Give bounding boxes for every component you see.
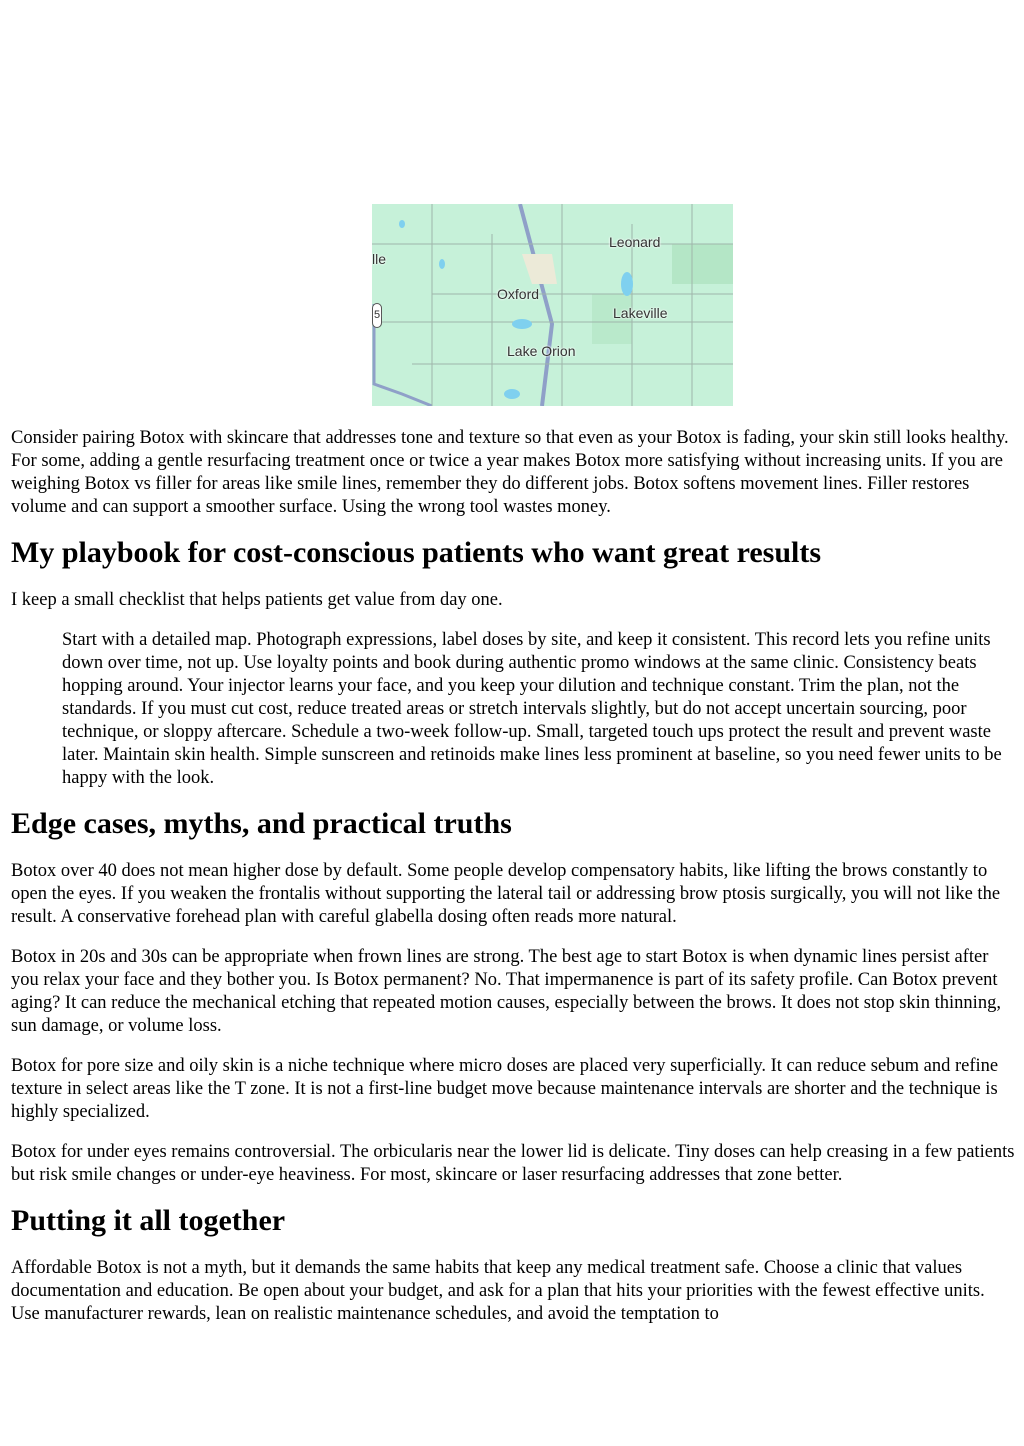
map-label-oxford: Oxford [497,286,540,302]
map-highway-shield: 5 [372,303,382,328]
paragraph: Affordable Botox is not a myth, but it demands the same habits that keep any medical treatment safe. Choose a clinic that values documentation and education. Be open about your budget, and ask for a plan that hits your priorities with the fewest effective units. Use manufacturer rewards, lean on realistic maintenance schedules, and avoid the temptation to [11,1258,985,1324]
paragraph: Consider pairing Botox with skincare that addresses tone and texture so that even as your Botox is fading, your skin still looks healthy. For some, adding a gentle resurfacing treatment once or twice a year makes Botox more satisfying without increasing units. If you are weighing Botox vs filler for areas like smile lines, remember they do different jobs. Botox softens movement lines. Filler restores volume and can support a smoother surface. Using the wrong tool wastes money. [11,428,1009,517]
map-label-partial: lle [372,251,387,267]
paragraph: Botox in 20s and 30s can be appropriate when frown lines are strong. The best age to start Botox is when dynamic lines persist after you relax your face and they bother you. Is Botox permanent? No. That impermanence is part of its safety profile. Can Botox prevent aging? It can reduce the mechanical etching that repeated motion causes, especially between the brows. It does not stop skin thinning, sun damage, or volume loss. [11,947,1001,1036]
map-label-lakeville: Lakeville [613,305,668,321]
map-label-lake-orion: Lake Orion [507,343,576,359]
checklist-quote: Start with a detailed map. Photograph expressions, label doses by site, and keep it consistent. This record lets you refine units down over time, not up. Use loyalty points and book during authentic promo windows at the same clinic. Consistency beats hopping around. Your injector learns your face, and you keep your dilution and technique constant. Trim the plan, not the standards. If you must cut cost, reduce treated areas or stretch intervals slightly, but do not accept uncertain sourcing, poor technique, or sloppy aftercare. Schedule a two-week follow-up. Small, targeted touch ups protect the result and prevent waste later. Maintain skin health. Simple sunscreen and retinoids make lines less prominent at baseline, so you need fewer units to be happy with the look. [62,630,1002,788]
map-graphic [372,204,733,406]
article-body [11,427,1016,1343]
paragraph: Botox for pore size and oily skin is a niche technique where micro doses are placed very superficially. It can reduce sebum and refine texture in select areas like the T zone. It is not a first-line budget move because maintenance intervals are shorter and the technique is highly specialized. [11,1056,999,1122]
paragraph: Botox for under eyes remains controversial. The orbicularis near the lower lid is delicate. Tiny doses can help creasing in a few patients but risk smile changes or under-eye heaviness. For most, skincare or laser resurfacing addresses that zone better. [11,1142,1015,1185]
map-image[interactable] [372,204,733,406]
section-heading: Edge cases, myths, and practical truths [11,807,512,840]
paragraph: I keep a small checklist that helps patients get value from day one. [11,590,503,610]
section-heading: Putting it all together [11,1204,286,1237]
map-label-leonard: Leonard [609,234,661,250]
paragraph: Botox over 40 does not mean higher dose by default. Some people develop compensatory habits, like lifting the brows constantly to open the eyes. If you weaken the frontalis without supporting the lateral tail or addressing brow ptosis surgically, you will not like the result. A conservative forehead plan with careful glabella dosing often reads more natural. [11,861,1001,927]
section-heading: My playbook for cost-conscious patients who want great results [11,536,822,569]
